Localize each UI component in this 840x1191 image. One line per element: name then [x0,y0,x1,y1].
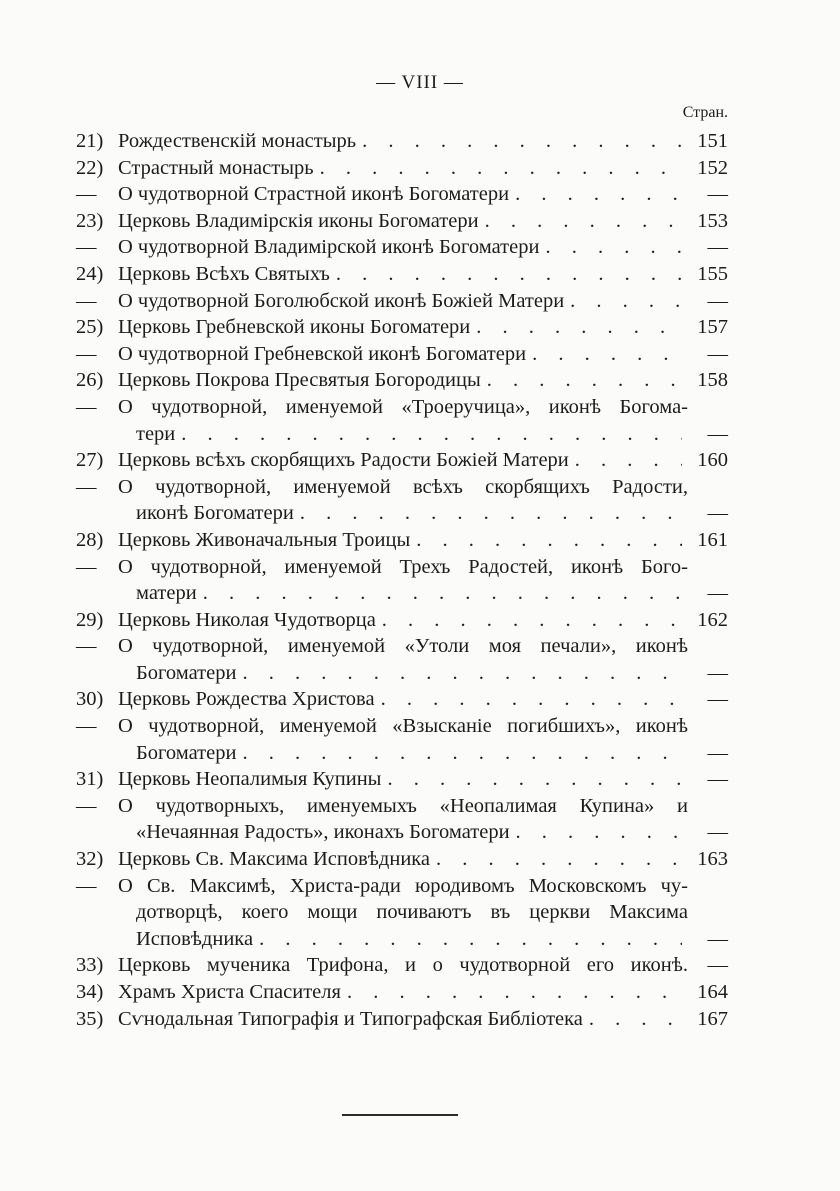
toc-entry-title: Храмъ Христа Спасителя [118,981,341,1003]
toc-entry [76,793,728,820]
toc-entry [76,660,728,687]
toc-entry-body [118,155,688,182]
toc-entry [76,527,728,554]
toc-entry [76,766,728,793]
toc-entry-title: Исповѣдника [136,927,254,950]
toc-entry-body [118,554,688,581]
dot-leader [242,740,682,767]
toc-entry-page-number: 151 [697,130,728,152]
toc-entry-title: Богоматери [136,741,237,764]
toc-entry-page-number: 155 [697,262,728,285]
toc-entry-number: — [76,555,97,578]
toc-entry-number: — [76,874,97,897]
toc-entry-page-number: — [707,183,728,206]
toc-entry-title: О чудотворной, именуемой Трехъ Радостей, иконѣ Бого- [118,555,688,578]
toc-entry-title: Церковь Николая Чудотворца [118,608,376,631]
toc-entry-title: Церковь Св. Максима Исповѣдника [118,848,431,871]
toc-entry-body [118,793,688,820]
toc-entry-number: 22) [76,156,104,179]
toc-entry-number: 29) [76,608,104,631]
toc-entry-title: О чудотворной, именуемой всѣхъ скорбящихъ Радости, [118,475,688,498]
toc-entry-title: Церковь Гребневской иконы Богоматери [118,316,471,339]
toc-entry [76,288,728,315]
toc-entry-page-number: — [707,954,728,977]
toc-entry-title: Богоматери [136,661,237,684]
toc-entry-number: — [76,635,97,658]
toc-entry-number: 32) [76,848,104,871]
toc-entry-number: 25) [76,316,104,339]
dot-leader [436,846,682,873]
toc-entry-body [118,873,688,900]
dot-leader [259,926,682,953]
toc-entry [76,155,728,182]
toc-entry [76,686,728,713]
toc-entry-number: 23) [76,209,104,232]
toc-entry-body [118,607,688,634]
toc-entry [76,394,728,421]
toc-entry-body [118,234,688,261]
toc-entry-title: О чудотворной Боголюбской иконѣ Божіей Матери [118,289,565,312]
toc-entry [76,208,728,235]
toc-entry-number: 34) [76,981,104,1003]
toc-entry [76,314,728,341]
dot-leader [203,580,682,607]
toc-entry-body [118,261,688,288]
toc-entry-body [118,846,688,873]
toc-entry-page-number: — [707,688,728,711]
toc-entry-body [118,181,688,208]
toc-entry-number: 33) [76,954,104,977]
toc-entry-body [118,314,688,341]
dot-leader [347,979,682,1006]
toc-entry-body [118,713,688,740]
toc-entry-number: 31) [76,768,104,791]
dot-leader [320,155,682,182]
toc-entry-title: О чудотворной Владимірской иконѣ Богоматери [118,236,540,259]
toc-entry-title: Церковь Всѣхъ Святыхъ [118,262,330,285]
toc-entry [76,607,728,634]
toc-entry-page-number: 161 [697,528,728,551]
toc-entry [76,926,728,953]
toc-entry-page-number: — [707,768,728,791]
toc-entry-page-number: — [707,661,728,684]
toc-entry-page-number: — [707,741,728,764]
toc-entry-body [118,421,688,448]
toc-entry-number: — [76,342,97,365]
dot-leader [515,181,682,208]
table-of-contents [76,128,728,1032]
toc-entry [76,474,728,501]
toc-entry-body [118,394,688,421]
toc-entry [76,128,728,155]
toc-entry-page-number: 152 [697,156,728,179]
toc-entry-body [118,128,688,155]
toc-entry [76,341,728,368]
toc-entry-number: 35) [76,1007,104,1030]
toc-entry-number: 24) [76,262,104,285]
toc-entry-page-number: 167 [697,1007,728,1030]
toc-entry-number: 26) [76,369,104,392]
toc-entry-number: 21) [76,130,104,152]
toc-entry-title: О Св. Максимѣ, Христа-ради юродивомъ Московскомъ чу- [118,874,688,897]
toc-entry-page-number: 160 [697,449,728,472]
toc-entry [76,367,728,394]
toc-entry [76,500,728,527]
toc-entry-page-number: — [707,927,728,950]
toc-entry-number: — [76,715,97,738]
toc-entry-title: матери [136,582,197,605]
toc-entry-title: Церковь Живоначальныя Троицы [118,528,411,551]
dot-leader [570,288,682,315]
toc-entry-title: Церковь Неопалимыя Купины [118,768,382,791]
dot-leader [485,208,682,235]
toc-entry-page-number: — [707,236,728,259]
toc-entry-number: — [76,289,97,312]
toc-entry-number: — [76,794,97,817]
toc-entry-title: иконѣ Богоматери [136,502,294,525]
toc-entry-title: дотворцѣ, коего мощи почиваютъ въ церкви Максима [136,901,688,924]
toc-entry-body [118,580,688,607]
page-column-label: Стран. [682,104,728,121]
toc-entry-title: Церковь Владимірскія иконы Богоматери [118,209,479,232]
toc-entry-page-number: — [707,289,728,312]
toc-entry-title: О чудотворной Страстной иконѣ Богоматери [118,183,510,206]
toc-entry-body [118,740,688,767]
toc-entry-page-number: — [707,422,728,445]
dot-leader [336,261,682,288]
toc-entry-body [118,660,688,687]
toc-entry-title: Церковь Покрова Пресвятыя Богородицы [118,369,481,392]
dot-leader [575,447,682,474]
toc-entry-body [118,288,688,315]
toc-entry-title: «Нечаянная Радость», иконахъ Богоматери [136,821,510,844]
toc-entry-title: Церковь всѣхъ скорбящихъ Радости Божіей Матери [118,449,569,472]
toc-entry [76,899,728,926]
toc-entry-number: — [76,236,97,259]
toc-entry-body [118,527,688,554]
toc-entry-body [118,1006,688,1033]
toc-entry [76,819,728,846]
toc-entry [76,421,728,448]
toc-entry-title: Рождественскій монастырь [118,130,357,152]
toc-entry-number: 28) [76,528,104,551]
toc-entry-body [118,447,688,474]
toc-entry-body [118,899,688,926]
toc-entry [76,554,728,581]
running-head: — VIII — [376,72,464,93]
dot-leader [181,421,682,448]
toc-entry-title: Церковь мученика Трифона, и о чудотворной его иконѣ. [118,954,688,977]
toc-entry-body [118,686,688,713]
dot-leader [300,500,682,527]
toc-entry-body [118,952,688,979]
dot-leader [589,1006,682,1033]
toc-entry [76,873,728,900]
toc-entry-body [118,766,688,793]
toc-entry-page-number: 157 [697,316,728,339]
dot-leader [362,128,682,155]
toc-entry [76,952,728,979]
dot-leader [516,819,682,846]
toc-entry-title: тери [136,422,176,445]
toc-entry-page-number: 153 [697,209,728,232]
dot-leader [416,527,682,554]
toc-entry-page-number: — [707,582,728,605]
toc-entry [76,261,728,288]
dot-leader [382,607,682,634]
toc-entry-page-number: 164 [697,981,728,1003]
toc-entry-body [118,979,688,1006]
toc-entry [76,181,728,208]
dot-leader [487,367,682,394]
toc-entry [76,846,728,873]
toc-entry [76,447,728,474]
dot-leader [387,766,682,793]
toc-entry-body [118,474,688,501]
toc-entry-body [118,819,688,846]
dot-leader [476,314,682,341]
toc-entry-page-number: 163 [697,848,728,871]
toc-entry-page-number: — [707,342,728,365]
toc-entry-body [118,208,688,235]
toc-entry-body [118,500,688,527]
toc-entry [76,979,728,1006]
toc-entry-title: Сѵнодальная Типографія и Типографская Библіотека [118,1007,583,1030]
dot-leader [381,686,682,713]
toc-entry-title: Церковь Рождества Христова [118,688,375,711]
toc-entry-title: О чудотворной Гребневской иконѣ Богоматери [118,342,527,365]
toc-entry [76,580,728,607]
toc-entry-title: О чудотворныхъ, именуемыхъ «Неопалимая Купина» и [118,794,688,817]
toc-entry-body [118,926,688,953]
toc-entry-number: — [76,475,97,498]
toc-entry-page-number: — [707,821,728,844]
dot-leader [532,341,682,368]
toc-entry [76,740,728,767]
toc-entry-number: 30) [76,688,104,711]
toc-entry-title: О чудотворной, именуемой «Взысканіе погибшихъ», иконѣ [118,715,688,738]
toc-entry-title: О чудотворной, именуемой «Троеручица», иконѣ Богома- [118,395,688,418]
toc-entry-body [118,633,688,660]
toc-entry [76,633,728,660]
toc-entry-title: О чудотворной, именуемой «Утоли моя печали», иконѣ [118,635,688,658]
toc-entry-page-number: — [707,502,728,525]
toc-entry [76,713,728,740]
toc-entry-number: 27) [76,449,104,472]
dot-leader [242,660,682,687]
toc-entry-title: Страстный монастырь [118,156,314,179]
toc-entry [76,1006,728,1033]
toc-entry [76,234,728,261]
bottom-rule [342,1114,458,1116]
toc-entry-body [118,367,688,394]
toc-entry-page-number: 162 [697,608,728,631]
dot-leader [545,234,682,261]
toc-entry-body [118,341,688,368]
toc-entry-number: — [76,395,97,418]
toc-entry-page-number: 158 [697,369,728,392]
toc-entry-number: — [76,183,97,206]
